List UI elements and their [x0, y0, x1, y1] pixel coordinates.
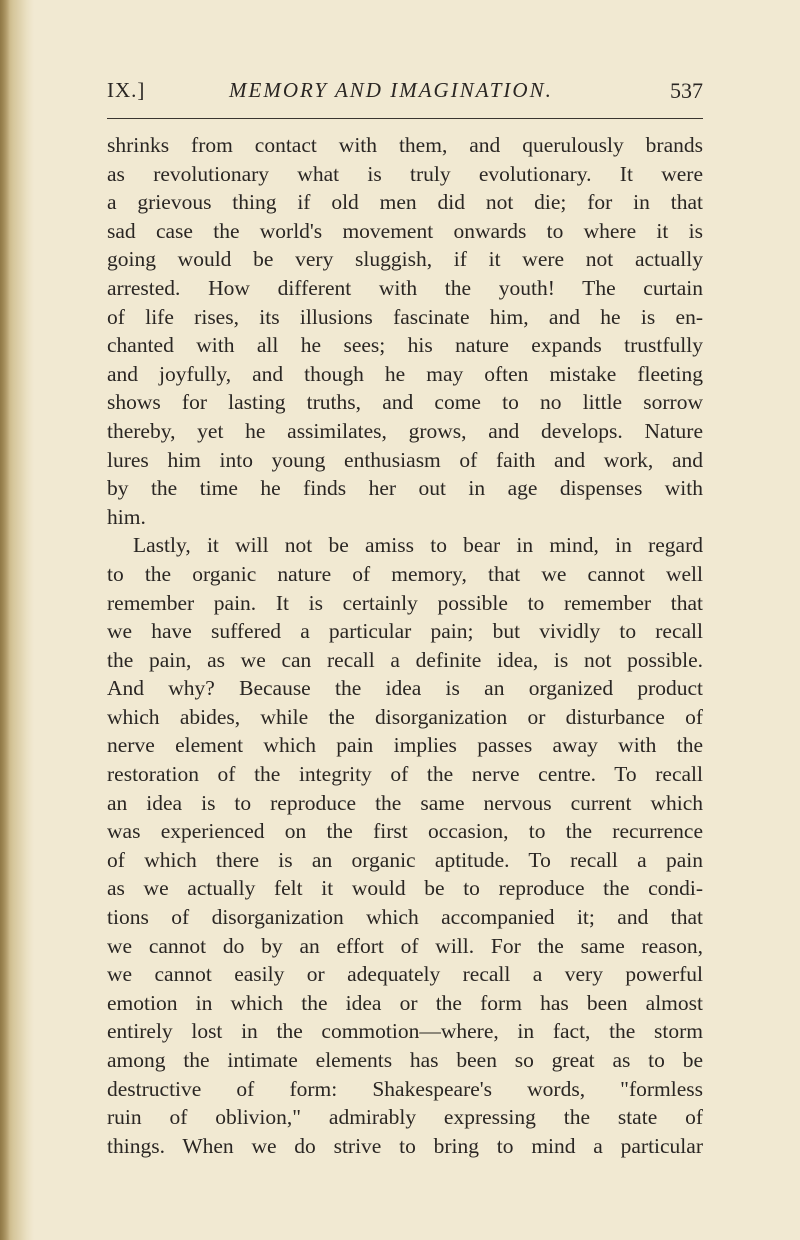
text-line: thereby, yet he assimilates, grows, and develops. Nature	[107, 418, 703, 443]
text-line: and joyfully, and though he may often mistake fleeting	[107, 361, 703, 386]
text-line: to the organic nature of memory, that we cannot well	[107, 561, 703, 586]
running-title: MEMORY AND IMAGINATION.	[229, 78, 553, 102]
body-text	[107, 131, 703, 1160]
text-line: a grievous thing if old men did not die; for in that	[107, 190, 703, 215]
text-line: chanted with all he sees; his nature expands trustfully	[107, 333, 703, 358]
text-line: shrinks from contact with them, and querulously brands	[107, 133, 703, 157]
text-line: entirely lost in the commotion—where, in fact, the storm	[107, 1019, 703, 1044]
text-line: him.	[107, 504, 146, 529]
text-line: of which there is an organic aptitude. To recall a pain	[107, 847, 703, 872]
text-line: which abides, while the disorganization or disturbance of	[107, 704, 703, 729]
text-line: going would be very sluggish, if it were not actually	[107, 247, 703, 272]
text-line: we cannot do by an effort of will. For the same reason,	[107, 933, 703, 958]
text-line: remember pain. It is certainly possible to remember that	[107, 590, 703, 615]
text-line: arrested. How different with the youth! The curtain	[107, 275, 703, 300]
text-line: among the intimate elements has been so great as to be	[107, 1048, 703, 1072]
text-line: shows for lasting truths, and come to no little sorrow	[107, 390, 703, 415]
text-line: sad case the world's movement onwards to where it is	[107, 218, 703, 243]
text-line: we have suffered a particular pain; but vividly to recall	[107, 619, 703, 644]
chapter-number: IX.]	[107, 78, 146, 102]
text-line: destructive of form: Shakespeare's words, "formless	[107, 1076, 703, 1101]
page-number: 537	[670, 78, 703, 103]
text-line: emotion in which the idea or the form has been almost	[107, 990, 703, 1015]
text-line: tions of disorganization which accompanied it; and that	[107, 905, 703, 930]
text-line: was experienced on the first occasion, to the recurrence	[107, 819, 703, 844]
text-line: things. When we do strive to bring to mind a particular	[107, 1133, 703, 1158]
text-line: by the time he finds her out in age dispenses with	[107, 476, 703, 501]
text-line: And why? Because the idea is an organized product	[107, 676, 703, 701]
running-header	[107, 78, 703, 108]
text-line: nerve element which pain implies passes away with the	[107, 733, 703, 758]
text-line: as revolutionary what is truly evolutionary. It were	[107, 161, 703, 186]
text-line: Lastly, it will not be amiss to bear in mind, in regard	[133, 533, 703, 558]
text-line: lures him into young enthusiasm of faith and work, and	[107, 447, 703, 472]
text-line: of life rises, its illusions fascinate him, and he is en-	[107, 304, 703, 329]
text-line: as we actually felt it would be to reproduce the condi-	[107, 876, 703, 901]
text-line: ruin of oblivion," admirably expressing the state of	[107, 1105, 703, 1130]
header-rule	[107, 118, 703, 119]
text-line: restoration of the integrity of the nerve centre. To recall	[107, 762, 703, 787]
text-line: an idea is to reproduce the same nervous current which	[107, 790, 703, 815]
text-line: we cannot easily or adequately recall a very powerful	[107, 962, 703, 987]
gutter-shadow	[0, 0, 10, 1240]
text-line: the pain, as we can recall a definite idea, is not possible.	[107, 647, 703, 672]
